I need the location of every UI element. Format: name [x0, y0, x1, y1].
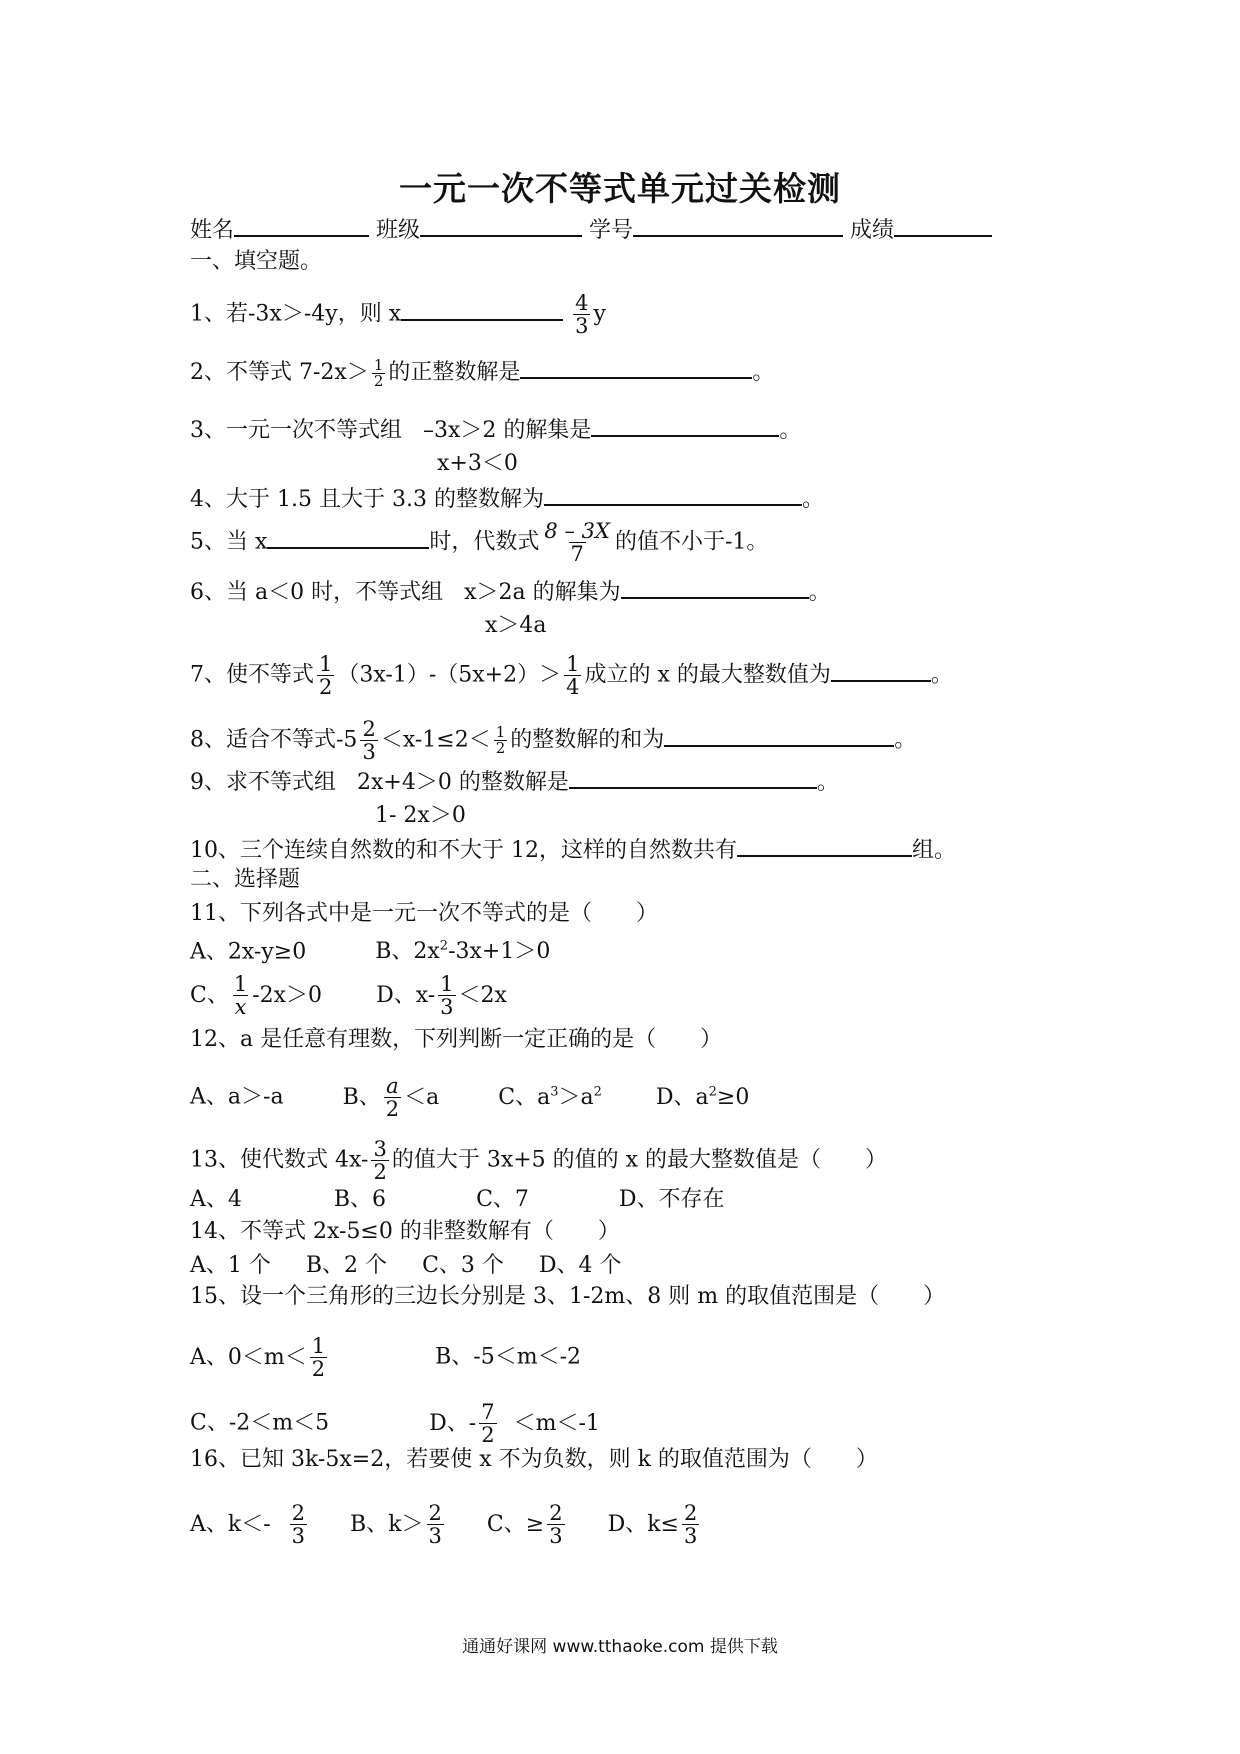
fraction: $\frac{2}{3}$	[362, 717, 376, 764]
section-heading: 二、选择题	[190, 867, 301, 892]
fraction: $\frac{4}{3}$	[575, 291, 589, 338]
fraction: $\frac{1}{2}$	[311, 1334, 326, 1381]
class-blank[interactable]	[420, 213, 582, 237]
option-d[interactable]: D、4 个	[538, 1253, 622, 1278]
option-b[interactable]: B、2 个	[305, 1253, 388, 1278]
question-text-tail: y	[593, 301, 606, 327]
section-heading: 一、填空题。	[190, 249, 323, 274]
system-line-2: x+3＜0	[437, 451, 518, 476]
fraction: $\frac{2}{3}$	[291, 1501, 306, 1548]
answer-blank[interactable]	[401, 297, 563, 321]
question-2: 2、不等式 7-2x＞ $\frac{1}{2}$ 的正整数解是 。	[190, 355, 775, 390]
options-row	[190, 1075, 749, 1120]
score-label: 成绩	[850, 218, 895, 243]
question-text-tail: 的正整数解是	[388, 360, 521, 385]
answer-blank[interactable]	[621, 575, 809, 599]
system-line-1: –3x＞2 的解集是	[423, 418, 592, 443]
question-3: 3、一元一次不等式组 –3x＞2 的解集是 。	[190, 413, 801, 445]
option-c[interactable]: C、7	[476, 1187, 529, 1212]
options-row	[190, 1335, 581, 1380]
option-a[interactable]: A、k＜- $\frac{2}{3}$	[190, 1501, 306, 1548]
fraction: $\frac{8 - 3X}{7}$	[544, 519, 610, 566]
question-text: 4、大于 1.5 且大于 3.3 的整数解为	[190, 487, 544, 512]
fraction: $\frac{1}{2}$	[495, 723, 506, 757]
option-a[interactable]: A、a＞-a	[190, 1084, 284, 1110]
option-c[interactable]: C、$a^3>a^2$	[498, 1084, 602, 1110]
question-text: 1、若-3x＞-4y，则 x	[190, 301, 402, 327]
question-text: 2、不等式 7-2x＞	[190, 360, 369, 385]
option-b[interactable]: B、6	[333, 1187, 387, 1212]
options-row	[190, 1401, 600, 1446]
question-4: 4、大于 1.5 且大于 3.3 的整数解为 。	[190, 482, 824, 514]
answer-blank[interactable]	[737, 833, 912, 857]
fraction: $\frac{a}{2}$	[385, 1074, 400, 1121]
option-b[interactable]: B、k＞ $\frac{2}{3}$	[350, 1501, 442, 1548]
question-text: 3、一元一次不等式组	[190, 418, 402, 443]
option-b[interactable]: B、 $\frac{a}{2}$ ＜a	[342, 1074, 440, 1121]
fraction: $\frac{1}{2}$	[319, 652, 333, 699]
question-text: 9、求不等式组	[190, 770, 336, 795]
option-c[interactable]: C、3 个	[422, 1253, 504, 1278]
page-title: 一元一次不等式单元过关检测	[399, 169, 841, 208]
question-text: 7、使不等式	[190, 662, 314, 688]
id-label: 学号	[589, 218, 634, 243]
system-line-2: 1- 2x＞0	[375, 803, 466, 828]
system-line-1: x＞2a 的解集为	[464, 580, 621, 605]
name-label: 姓名	[190, 218, 235, 243]
question-6: 6、当 a＜0 时，不等式组 x＞2a 的解集为 。	[190, 575, 831, 607]
fraction: $\frac{7}{2}$	[481, 1400, 495, 1447]
option-b[interactable]: B、-5＜m＜-2	[435, 1344, 582, 1370]
answer-blank[interactable]	[267, 525, 429, 549]
answer-blank[interactable]	[520, 355, 752, 379]
answer-blank[interactable]	[831, 658, 931, 682]
fraction: $\frac{2}{3}$	[683, 1501, 698, 1548]
question-5: 5、当 x 时，代数式 $\frac{8 - 3X}{7}$ 的值不小于-1。	[190, 519, 769, 566]
question-10: 10、三个连续自然数的和不大于 12，这样的自然数共有 组。	[190, 833, 956, 865]
question-text: 5、当 x	[190, 529, 268, 555]
answer-blank[interactable]	[544, 482, 802, 506]
fraction: $\frac{1}{2}$	[373, 355, 384, 390]
question-7: 7、使不等式 $\frac{1}{2}$ （3x-1）-（5x+2）＞ $\frac{1}{4}$ 成立的 x 的最大整数值为 。	[190, 652, 953, 699]
question-text: 13、使代数式 4x-	[190, 1147, 369, 1173]
name-blank[interactable]	[234, 213, 369, 237]
question-text-tail: 成立的 x 的最大整数值为	[584, 662, 831, 688]
footer-credit: 通通好课网 www.tthaoke.com 提供下载	[462, 1637, 778, 1657]
option-d[interactable]: D、- $\frac{7}{2}$ ＜m＜-1	[429, 1400, 600, 1447]
question-text: 6、当 a＜0 时，不等式组	[190, 580, 444, 605]
option-d[interactable]: D、$a^2\ge 0$	[655, 1084, 750, 1110]
question-15: 15、设一个三角形的三边长分别是 3、1-2m、8 则 m 的取值范围是（ ）	[190, 1284, 946, 1309]
fraction: $\frac{1}{4}$	[566, 652, 580, 699]
options-row	[190, 933, 550, 966]
question-14: 14、不等式 2x-5≤0 的非整数解有（ ）	[190, 1219, 620, 1244]
question-13	[190, 1138, 887, 1183]
options-row	[190, 973, 507, 1018]
question-text: 8、适合不等式-5	[190, 727, 358, 753]
option-d[interactable]: D、k≤ $\frac{2}{3}$	[607, 1501, 698, 1548]
answer-blank[interactable]	[591, 413, 779, 437]
question-9: 9、求不等式组 2x+4＞0 的整数解是 。	[190, 765, 839, 797]
question-1	[190, 292, 606, 337]
option-c[interactable]: C、-2＜m＜5	[190, 1410, 330, 1436]
question-text-tail: 的值大于 3x+5 的值的 x 的最大整数值是（ ）	[391, 1147, 888, 1173]
answer-blank[interactable]	[664, 723, 894, 747]
fraction: $\frac{3}{2}$	[373, 1137, 387, 1184]
fraction: $\frac{2}{3}$	[428, 1501, 442, 1548]
option-a[interactable]: A、0＜m＜ $\frac{1}{2}$	[190, 1334, 326, 1381]
question-11: 11、下列各式中是一元一次不等式的是（ ）	[190, 901, 658, 926]
system-line-2: x＞4a	[485, 613, 547, 638]
options-row	[190, 1186, 725, 1214]
options-row	[190, 1252, 622, 1280]
options-row	[190, 1502, 702, 1547]
fraction: $\frac{1}{3}$	[440, 972, 454, 1019]
option-c[interactable]: C、 $\frac{1}{x}$ -2x＞0	[190, 972, 323, 1019]
option-c[interactable]: C、≥ $\frac{2}{3}$	[486, 1501, 563, 1548]
answer-blank[interactable]	[569, 765, 817, 789]
question-text-tail: 的值不小于-1。	[614, 529, 769, 555]
system-line-1: 2x+4＞0 的整数解是	[357, 770, 569, 795]
class-label: 班级	[376, 218, 421, 243]
option-a[interactable]: A、1 个	[190, 1253, 271, 1278]
option-d[interactable]: D、x- $\frac{1}{3}$ ＜2x	[376, 972, 507, 1019]
question-12: 12、a 是任意有理数，下列判断一定正确的是（ ）	[190, 1027, 723, 1052]
option-a[interactable]: A、2x-y≥0	[190, 939, 307, 965]
score-blank[interactable]	[894, 213, 992, 237]
student-info-line	[190, 213, 992, 245]
id-blank[interactable]	[633, 213, 843, 237]
option-a[interactable]: A、4	[190, 1187, 242, 1212]
question-8: 8、适合不等式-5 $\frac{2}{3}$ ＜x-1≤2＜ $\frac{1}{2}$ 的整数解的和为 。	[190, 717, 917, 764]
question-text: 10、三个连续自然数的和不大于 12，这样的自然数共有	[190, 838, 737, 863]
fraction: $\frac{2}{3}$	[549, 1501, 563, 1548]
option-b[interactable]: B、$2x^2-3x+1>0$	[375, 939, 551, 965]
fraction: $\frac{1}{x}$	[233, 972, 248, 1019]
question-16: 16、已知 3k-5x=2，若要使 x 不为负数，则 k 的取值范围为（ ）	[190, 1447, 878, 1472]
option-d[interactable]: D、不存在	[618, 1187, 725, 1212]
question-text-tail: 的整数解的和为	[510, 727, 665, 753]
